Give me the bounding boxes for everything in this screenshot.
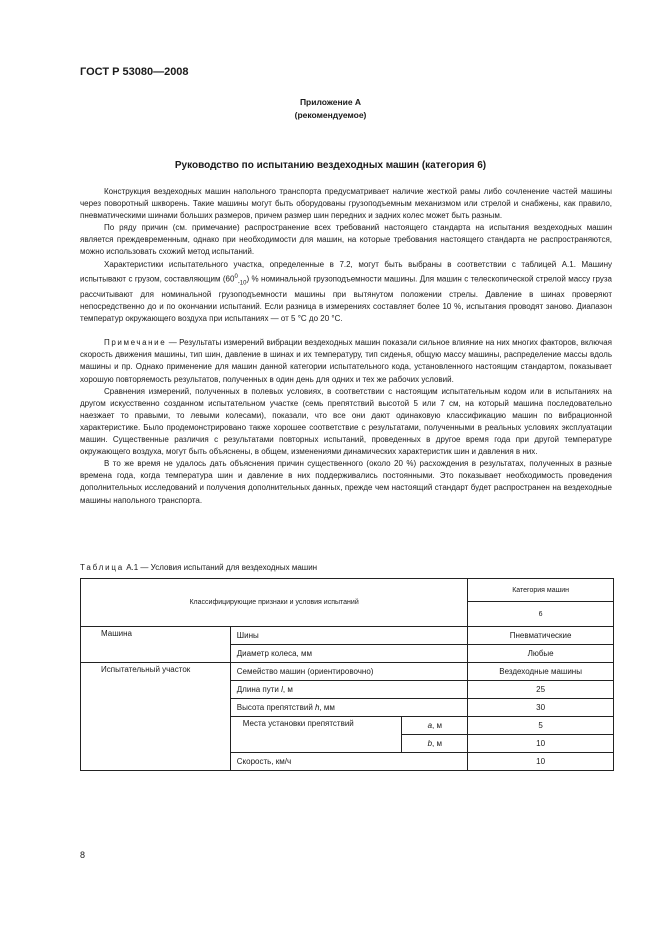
- wheel-diameter-value: Любые: [468, 645, 614, 663]
- annex-title: Руководство по испытанию вездеходных машин (категория 6): [174, 160, 487, 171]
- family-label: Семейство машин (ориентировочно): [230, 663, 467, 681]
- obstacle-height-label: [230, 699, 467, 717]
- annex-label: Приложение А: [299, 97, 362, 107]
- spacing-a-label: [402, 717, 468, 735]
- body-text: [80, 186, 612, 507]
- path-length-value: 25: [468, 681, 614, 699]
- obstacle-height-symbol: h: [315, 703, 320, 712]
- obstacle-height-text: Высота препятствий: [236, 703, 316, 712]
- obstacle-height-value: 30: [468, 699, 614, 717]
- paragraph-5: Сравнения измерений, полученных в полевых условиях, в соответствии с настоящим испытательным кодом или в испытаниях на другом искусственно созданном испытательном участке (семь препятствий высотой 5 или 7 см, на который машина последовательно наезжает то правыми, то левыми колесами), показали, что все они дают одинаковую классификацию машин по вибрационной характеристике. Было продемонстрировано также хорошее соответствие с результатами, полученными в реальных условиях эксплуатации машин. Существенные различия с результатами повторных испытаний, проведенных в другое время года при другой температуре окружающего воздуха, могут быть объяснены, в общем, изменениями динамических характеристик шин и давления в них.: [80, 386, 612, 457]
- paragraph-3-part-a: Характеристики испытательного участка, определенные в 7.2, могут быть выбраны в соответствии с таблицей А.1. Машину испытывают с грузом, составляющим (60: [80, 259, 612, 284]
- table-row: [81, 627, 614, 645]
- paragraph-1: Конструкция вездеходных машин напольного транспорта предусматривает наличие жесткой рамы либо сочленение частей машины через поворотный шкворень. Такие машины могут быть оборудованы грузоподъемным механизмом или стрелой и снабжены, как правило, пневматическими шинами больших размеров, причем размер шин передних и задних колес может быть разным.: [80, 187, 612, 221]
- standard-code: ГОСТ Р 53080—2008: [80, 66, 189, 78]
- paragraph-3-part-b: ) % номинальной грузоподъемности машины. Для машин с телескопической стрелой массу груза рассчитывают для номинальной грузоподъемности машины при вытянутом положении стрелы. Давление в шинах проверяют непосредственно до и по окончании испытаний. Если разница в измерениях составляет более 10 %, испытания проводят заново. Диапазон температур окружающего воздуха при испытаниях — от 5 °С до 20 °С.: [80, 274, 612, 324]
- spacing-a-symbol: a: [427, 721, 433, 730]
- header-category-number: 6: [468, 602, 614, 627]
- path-length-text: Длина пути: [236, 685, 282, 694]
- spacing-b-symbol: b: [427, 739, 433, 748]
- obstacle-positions-label: Места установки препятствий: [230, 717, 402, 753]
- path-length-label: [230, 681, 467, 699]
- table-caption-label: Таблица: [80, 563, 124, 572]
- speed-label: Скорость, км/ч: [230, 753, 467, 771]
- note-label: Примечание: [104, 338, 167, 348]
- tires-label: Шины: [230, 627, 467, 645]
- spacing-b-value: 10: [468, 735, 614, 753]
- speed-value: 10: [468, 753, 614, 771]
- tolerance-upper: 0: [234, 273, 238, 280]
- table-caption-text: А.1 — Условия испытаний для вездеходных машин: [123, 563, 318, 572]
- paragraph-2: По ряду причин (см. примечание) распространение всех требований настоящего стандарта на испытания вездеходных машин является преждевременным, однако при необходимости для машин, на которые требования настоящего стандарта не распространяются, можно использовать схожий метод испытаний.: [80, 223, 612, 257]
- table-row: [81, 663, 614, 681]
- obstacle-height-unit: , мм: [319, 703, 335, 712]
- group-machine: Машина: [81, 627, 231, 663]
- paragraph-3: [80, 259, 612, 326]
- annex-heading: [0, 96, 661, 122]
- header-conditions: Классифицирующие признаки и условия испытаний: [81, 579, 468, 627]
- path-length-symbol: l: [281, 685, 283, 694]
- note-text: — Результаты измерений вибрации вездеходных машин показали сильное влияние на них многих факторов, включая скорость движения машины, тип шин, давление в шинах и их температуру, тип сиденья, общую массу машины, распределение массы вдоль машины и пр. Однако применение для машин данной категории испытательного кода, установленного настоящим стандартом, показывает хорошую повторяемость результатов, полученных в один день для одних и тех же рабочих условий.: [80, 338, 612, 384]
- paragraph-6: В то же время не удалось дать объяснения причин существенного (около 20 %) расхождения в результатах, полученных в разные времена года, когда температура шин и давление в них поддерживались постоянными. Это показывает необходимость проведения дополнительных исследований и получения дополнительных данных, прежде чем настоящий стандарт будет распространен на вездеходные машины напольного транспорта.: [80, 459, 612, 505]
- spacing-a-unit: , м: [432, 721, 442, 730]
- conditions-table: [80, 578, 614, 771]
- wheel-diameter-label: Диаметр колеса, мм: [230, 645, 467, 663]
- family-value: Вездеходные машины: [468, 663, 614, 681]
- header-category: Категория машин: [468, 579, 614, 602]
- group-test-site: Испытательный участок: [81, 663, 231, 771]
- page-number: 8: [80, 850, 86, 860]
- path-length-unit: , м: [282, 685, 293, 694]
- annex-status: (рекомендуемое): [294, 110, 367, 120]
- note-paragraph: [80, 337, 612, 385]
- table-caption: [80, 563, 317, 572]
- spacing-b-unit: , м: [432, 739, 442, 748]
- spacing-b-label: [402, 735, 468, 753]
- tires-value: Пневматические: [468, 627, 614, 645]
- tolerance-lower: -10: [237, 279, 247, 286]
- spacing-a-value: 5: [468, 717, 614, 735]
